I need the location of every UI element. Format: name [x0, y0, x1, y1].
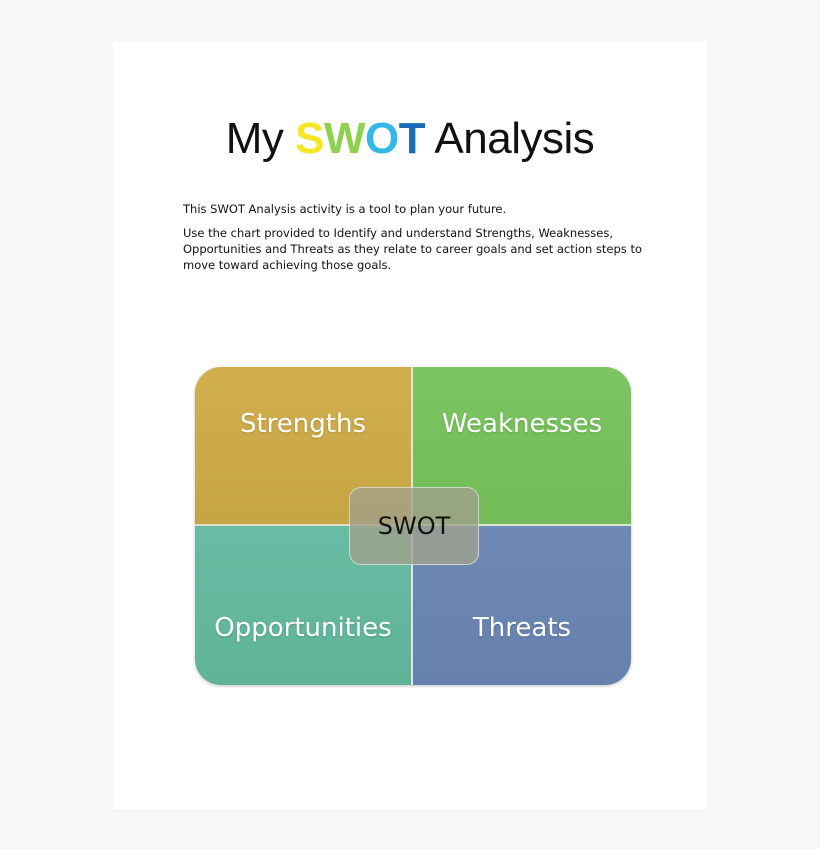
- document-page: [113, 41, 707, 809]
- page-title: [113, 113, 707, 165]
- swot-center-label: SWOT: [377, 512, 451, 540]
- swot-center-box: [349, 487, 479, 565]
- title-prefix: My: [225, 114, 296, 163]
- title-suffix: Analysis: [425, 114, 595, 163]
- weaknesses-label: Weaknesses: [441, 409, 603, 439]
- intro-paragraph-2: Use the chart provided to Identify and understand Strengths, Weaknesses, Opportunities and Threats as they relate to career goals and set action steps to move toward achieving those goals.: [183, 226, 642, 272]
- intro-text: [183, 201, 643, 281]
- title-letter-t: T: [398, 114, 426, 163]
- strengths-label: Strengths: [239, 409, 366, 439]
- intro-paragraph-1: This SWOT Analysis activity is a tool to plan your future.: [183, 202, 507, 216]
- title-letter-w: W: [323, 114, 365, 163]
- threats-label: Threats: [472, 613, 572, 643]
- title-letter-s: S: [295, 114, 324, 163]
- opportunities-label: Opportunities: [214, 613, 392, 643]
- title-letter-o: O: [365, 114, 399, 163]
